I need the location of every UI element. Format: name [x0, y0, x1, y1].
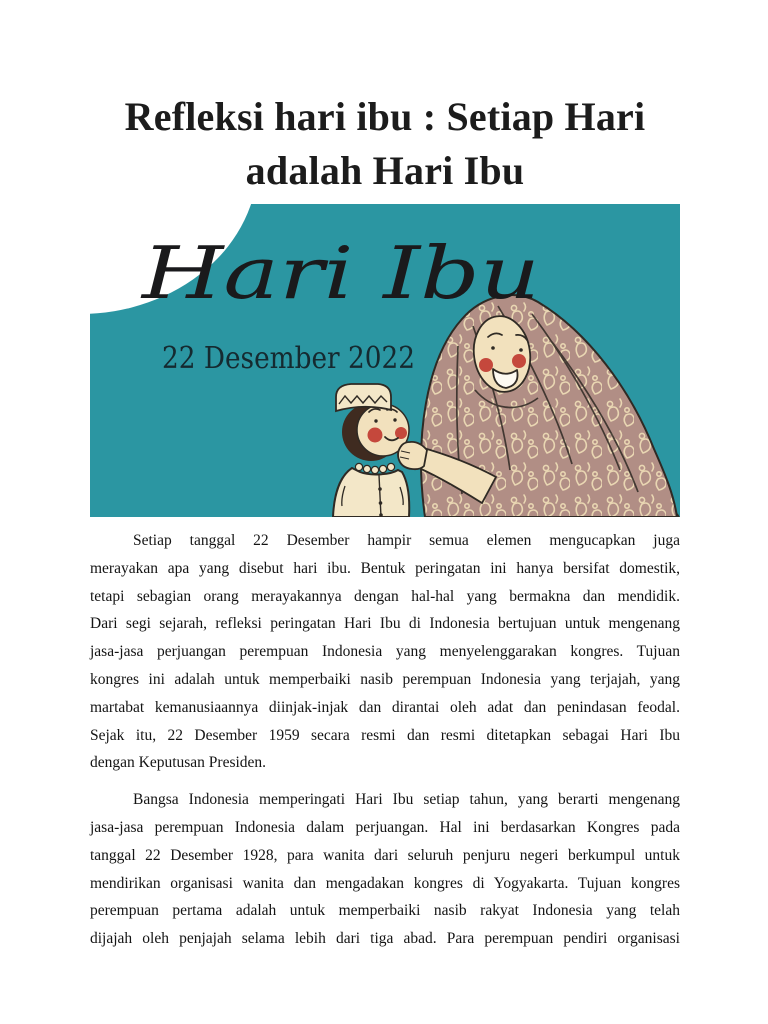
poster-date: 22 Desember 2022: [162, 341, 415, 376]
text-line: dengan Keputusan Presiden.: [90, 754, 267, 772]
text-line: Bangsa Indonesia memperingati Hari Ibu setiap tahun, yang berarti mengenang: [133, 791, 680, 809]
text-line: jasa-jasa perjuangan perempuan Indonesia yang menyelenggarakan kongres. Tujuan: [90, 643, 680, 661]
hari-ibu-poster-illustration: [90, 204, 680, 517]
text-line: tanggal 22 Desember 1928, para wanita dari seluruh penjuru negeri berkumpul untuk: [90, 846, 680, 864]
article-body: [90, 527, 680, 953]
text-line: Setiap tanggal 22 Desember hampir semua elemen mengucapkan juga: [133, 532, 680, 549]
text-line: dijajah oleh penjajah selama lebih dari tiga abad. Para perempuan pendiri organisasi: [90, 930, 680, 948]
paragraph-2: [90, 786, 680, 953]
poster-script-heading: Hari Ibu: [139, 231, 540, 315]
page-title-line2: adalah Hari Ibu: [245, 148, 525, 193]
text-line: perempuan pertama adalah untuk memperbaiki nasib rakyat Indonesia yang telah: [90, 902, 680, 920]
text-line: Dari segi sejarah, refleksi peringatan Hari Ibu di Indonesia bertujuan untuk mengenang: [90, 615, 680, 633]
page-content: [90, 0, 680, 953]
text-line: tetapi sebagian orang merayakannya dengan hal-hal yang bermakna dan mendidik.: [90, 587, 680, 605]
text-line: merayakan apa yang disebut hari ibu. Bentuk peringatan ini hanya bersifat domestik,: [90, 559, 680, 577]
text-line: mendirikan organisasi wanita dan mengadakan kongres di Yogyakarta. Tujuan kongres: [90, 874, 680, 892]
text-line: jasa-jasa perempuan Indonesia dalam perjuangan. Hal ini berdasarkan Kongres pada: [90, 818, 680, 836]
text-line: Sejak itu, 22 Desember 1959 secara resmi dan resmi ditetapkan sebagai Hari Ibu: [90, 726, 680, 744]
page-title-line1: Refleksi hari ibu : Setiap Hari: [124, 94, 646, 139]
text-line: kongres ini adalah untuk memperbaiki nasib perempuan Indonesia yang terjajah, yang: [90, 670, 680, 688]
text-line: martabat kemanusiaannya diinjak-injak dan dirantai oleh adat dan penindasan feodal.: [90, 698, 680, 716]
page-title: [90, 0, 680, 198]
paragraph-1: [90, 527, 680, 777]
